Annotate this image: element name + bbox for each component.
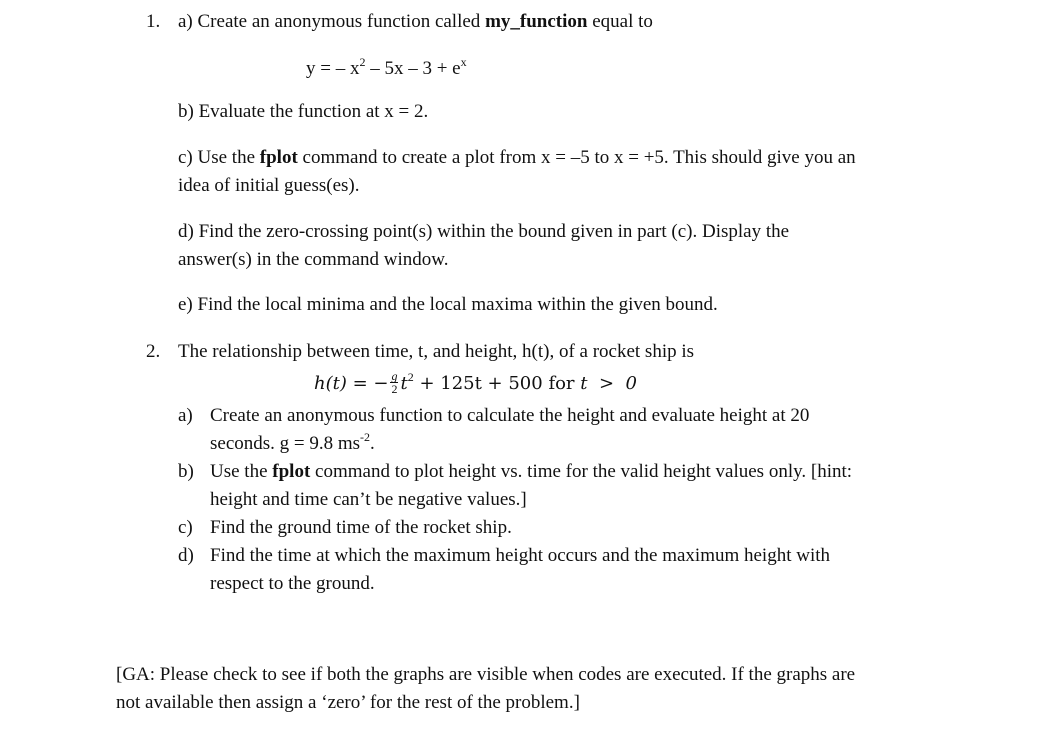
problem-2d-text-line2: respect to the ground. [210,573,375,594]
problem-1-number: 1. [146,11,161,32]
ga-note-line1: [GA: Please check to see if both the graphs are visible when codes are executed. If the graphs are [116,664,856,685]
problem-1e-text: e) Find the local minima and the local maxima within the given bound. [178,294,718,315]
fplot-command: fplot [259,147,298,168]
problem-2a-text-line2: seconds. g = 9.8 $ms^{-2}$. [210,430,375,454]
problem-2-equation: h(t) = − $\frac{g}{2}$ $t^2 + 125t + 500$ for t > 0 [314,369,637,397]
problem-1d-text-line2: answer(s) in the command window. [178,249,449,270]
fplot-command-2: fplot [272,461,311,482]
problem-2b-label: b) [178,461,194,482]
problem-2b-text: Use the fplot command to plot height vs. time for the valid height values only. [hint: [210,461,853,482]
problem-2-number: 2. [146,341,161,362]
problem-1c-text-line2: idea of initial guess(es). [178,175,360,196]
problem-2a-label: a) [178,405,193,426]
problem-1d-text: d) Find the zero-crossing point(s) within the bound given in part (c). Display the [178,221,790,242]
problem-1-equation: y = – $x^2 - 5x - 3 + e^x$ [306,55,467,79]
problem-2b-text-line2: height and time can’t be negative values.] [210,489,527,510]
problem-1c-text: c) Use the fplot command to create a plot from x = –5 to x = +5. This should give you an [178,147,856,168]
g-over-2-fraction: $\frac{g}{2}$ [391,369,398,397]
function-name: my_function [485,11,588,32]
problem-1a-text: a) Create an anonymous function called my_function equal to [178,11,653,32]
problem-2c-label: c) [178,517,193,538]
problem-2-intro: The relationship between time, t, and height, h(t), of a rocket ship is [178,341,695,362]
ga-note-line2: not available then assign a ‘zero’ for the rest of the problem.] [116,692,580,713]
problem-2d-text: Find the time at which the maximum height occurs and the maximum height with [210,545,831,566]
problem-2c-text: Find the ground time of the rocket ship. [210,517,512,538]
problem-2a-text: Create an anonymous function to calculate the height and evaluate height at 20 [210,405,810,426]
problem-1b-text: b) Evaluate the function at x = 2. [178,101,429,122]
problem-2d-label: d) [178,545,194,566]
